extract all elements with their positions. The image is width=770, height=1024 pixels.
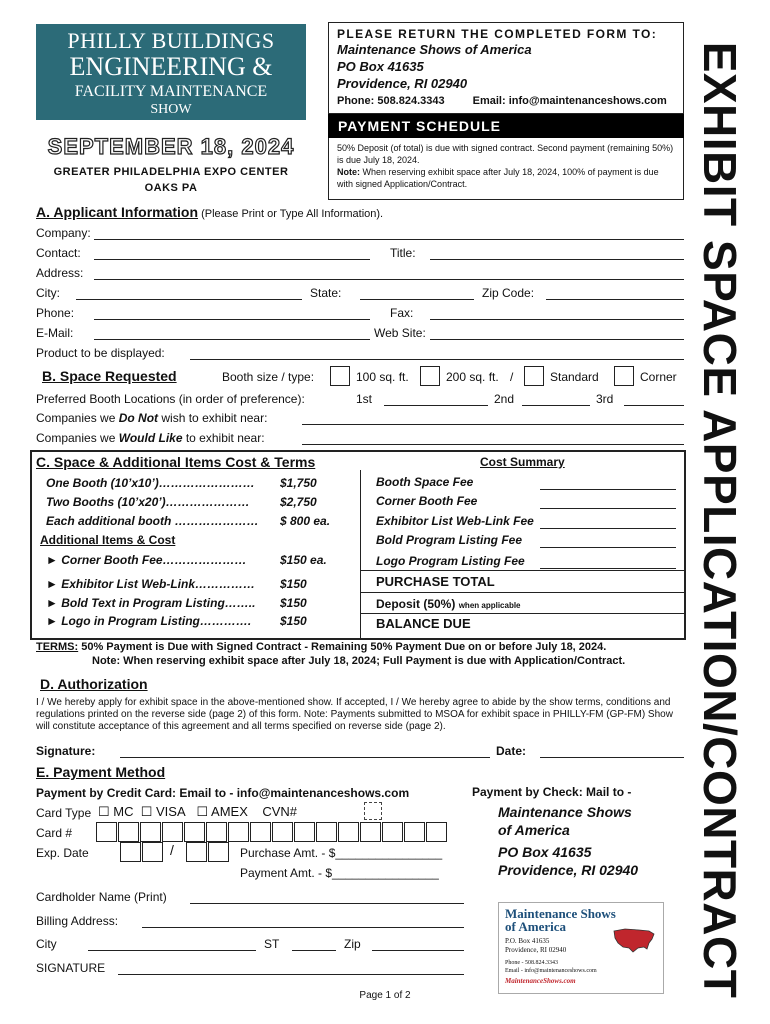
summary-booth-label: Booth Space Fee (376, 475, 474, 489)
card-digit[interactable] (382, 822, 403, 842)
card-digit[interactable] (184, 822, 205, 842)
vertical-title-text: EXHIBIT SPACE APPLICATION/CONTRACT (694, 41, 746, 999)
visa-label: VISA (156, 804, 186, 819)
extra-item-3-label: ► Bold Text in Program Listing…….. (46, 596, 256, 610)
extra-item-3-value: $150 (280, 596, 307, 610)
card-digit[interactable] (338, 822, 359, 842)
return-email: Email: info@maintenanceshows.com (472, 95, 667, 107)
pref-2nd-field[interactable] (522, 405, 590, 406)
contact-field[interactable] (94, 259, 370, 260)
card-signature-label: SIGNATURE (36, 961, 106, 975)
terms-line-1: 50% Payment is Due with Signed Contract - Remaining 50% Payment Due on or before July 18, 2024. (78, 641, 607, 653)
card-digit[interactable] (118, 822, 139, 842)
billing-state-field[interactable] (292, 950, 336, 951)
deposit-note: when applicable (458, 601, 521, 610)
payment-schedule-text (328, 138, 684, 200)
product-field[interactable] (190, 359, 684, 360)
exp-date-label: Exp. Date (36, 846, 89, 860)
deposit-row (376, 597, 521, 611)
msoa-line-3: P.O. Box 41635 (505, 937, 550, 945)
terms-line-2: Note: When reserving exhibit space after July 18, 2024; Full Payment is due with Application/Contract. (92, 655, 626, 667)
amex-label: AMEX (211, 804, 248, 819)
visa-checkbox[interactable]: ☐ (140, 804, 153, 819)
section-b-title: B. Space Requested (42, 368, 177, 384)
exp-separator: / (170, 842, 174, 858)
do-not-label: Companies we Do Not wish to exhibit near: (36, 411, 268, 425)
amex-checkbox[interactable]: ☐ (196, 804, 209, 819)
website-field[interactable] (430, 339, 684, 340)
venue (36, 164, 306, 196)
price-item-3-label: Each additional booth ………………… (46, 514, 259, 528)
venue-name: GREATER PHILADELPHIA EXPO CENTER (53, 166, 289, 178)
purchase-total-label: PURCHASE TOTAL (376, 574, 495, 589)
signature-field[interactable] (120, 757, 490, 758)
terms (36, 640, 625, 668)
card-digit[interactable] (360, 822, 381, 842)
deposit-label: Deposit (50%) (376, 597, 456, 611)
logo-line-2: ENGINEERING & (69, 52, 273, 81)
summary-weblink-label: Exhibitor List Web-Link Fee (376, 514, 534, 528)
return-name: Maintenance Shows of America (337, 42, 532, 57)
zip-label: Zip Code: (482, 286, 535, 300)
show-logo (36, 24, 306, 120)
would-like-label: Companies we Would Like to exhibit near: (36, 431, 265, 445)
email-label: E-Mail: (36, 326, 74, 340)
cvn-field[interactable] (364, 802, 382, 820)
extra-item-1-value: $150 ea. (280, 553, 327, 567)
section-d-title: D. Authorization (40, 676, 148, 692)
fax-field[interactable] (430, 319, 684, 320)
billing-city-field[interactable] (88, 950, 256, 951)
pref-2nd-label: 2nd (494, 392, 515, 406)
billing-zip-label: Zip (344, 937, 361, 951)
address-field[interactable] (94, 279, 684, 280)
pref-1st-label: 1st (356, 392, 373, 406)
credit-card-instructions: Payment by Credit Card: Email to - info@maintenanceshows.com (36, 786, 410, 800)
city-field[interactable] (76, 299, 302, 300)
payment-schedule-note-label: Note: (337, 167, 360, 177)
return-phone: Phone: 508.824.3343 (337, 95, 445, 107)
authorization-text: I / We hereby apply for exhibit space in the above-mentioned show. If accepted, I / We hereby agree to abide by the show terms, conditions and regulations printed on the reverse side (page 2) of this form. Note: Payments submitted to MSOA for exhibit space in PHILLY-FM (GP-FM) Show will constitute acceptance of this agreement and all terms specified on reverse side (page 2). (36, 697, 673, 732)
pref-1st-field[interactable] (384, 405, 488, 406)
price-item-2-label: Two Booths (10’x20’)………………… (46, 495, 250, 509)
summary-bold-label: Bold Program Listing Fee (376, 533, 523, 547)
return-title: PLEASE RETURN THE COMPLETED FORM TO: (337, 27, 658, 41)
pref-3rd-label: 3rd (596, 392, 614, 406)
price-item-3-value: $ 800 ea. (280, 514, 331, 528)
check-name-2: of America (498, 822, 570, 838)
card-type-options (98, 804, 297, 820)
mc-label: MC (113, 804, 134, 819)
corner-label: Corner (640, 370, 677, 384)
billing-field[interactable] (142, 927, 464, 928)
payment-schedule-line-2: When reserving exhibit space after July 18, 2024, 100% of payment is due with signed Application/Contract. (337, 167, 659, 189)
section-a-title: A. Applicant Information (36, 204, 199, 220)
state-field[interactable] (360, 299, 474, 300)
extra-item-2-label: ► Exhibitor List Web-Link…………… (46, 577, 255, 591)
terms-label: TERMS: (36, 641, 79, 653)
venue-city: OAKS PA (144, 182, 198, 194)
preferred-label: Preferred Booth Locations (in order of preference): (36, 392, 305, 406)
booth-100-checkbox[interactable] (330, 366, 350, 386)
exp-year-digit[interactable] (208, 842, 229, 862)
mc-checkbox[interactable]: ☐ (98, 804, 110, 819)
title-label: Title: (390, 246, 416, 260)
extra-item-4-value: $150 (280, 614, 307, 628)
summary-rule-3 (360, 613, 684, 614)
booth-200-label: 200 sq. ft. (446, 370, 499, 384)
cost-summary-title: Cost Summary (480, 455, 565, 469)
extra-item-1-label: ► Corner Booth Fee………………… (46, 553, 247, 567)
event-date: SEPTEMBER 18, 2024 (47, 134, 295, 159)
cvn-label: CVN# (262, 804, 298, 819)
summary-rule-2 (360, 592, 684, 593)
cardholder-field[interactable] (190, 903, 464, 904)
fax-label: Fax: (390, 306, 414, 320)
would-like-field[interactable] (302, 444, 684, 445)
check-instructions: Payment by Check: Mail to - (472, 785, 632, 799)
payment-schedule-title: PAYMENT SCHEDULE (328, 114, 684, 138)
card-digit[interactable] (404, 822, 425, 842)
product-label: Product to be displayed: (36, 346, 165, 360)
billing-city-label: City (36, 937, 57, 951)
additional-items-title: Additional Items & Cost (40, 533, 176, 547)
address-label: Address: (36, 266, 84, 280)
section-a-header (36, 204, 383, 220)
standard-label: Standard (550, 370, 599, 384)
summary-corner-label: Corner Booth Fee (376, 494, 478, 508)
card-digit[interactable] (294, 822, 315, 842)
website-label: Web Site: (374, 326, 426, 340)
logo-line-3: FACILITY MAINTENANCE (74, 83, 268, 100)
standard-checkbox[interactable] (524, 366, 544, 386)
check-po-box: PO Box 41635 (498, 844, 592, 860)
summary-rule-1 (360, 570, 684, 571)
card-digit[interactable] (272, 822, 293, 842)
email-field[interactable] (94, 339, 370, 340)
msoa-line-6: Email - info@maintenanceshows.com (505, 968, 597, 974)
purchase-amount-label[interactable]: Purchase Amt. - $________________ (240, 846, 443, 860)
summary-logo-field[interactable] (540, 568, 676, 569)
corner-checkbox[interactable] (614, 366, 634, 386)
price-item-1-value: $1,750 (280, 476, 317, 490)
check-name-1: Maintenance Shows (498, 804, 632, 820)
billing-label: Billing Address: (36, 914, 119, 928)
msoa-line-7: MaintenanceShows.com (505, 977, 576, 985)
payment-schedule-line-1: 50% Deposit (of total) is due with signed contract. Second payment (remaining 50%) is due July 18, 2024. (337, 143, 674, 165)
extra-item-4-label: ► Logo in Program Listing…………. (46, 614, 252, 628)
contact-label: Contact: (36, 246, 81, 260)
payment-amount-label[interactable]: Payment Amt. - $________________ (240, 866, 439, 880)
return-address-box (328, 22, 684, 114)
signature-label: Signature: (36, 744, 96, 758)
section-a-hint: (Please Print or Type All Information). (198, 208, 384, 220)
company-label: Company: (36, 226, 91, 240)
card-digit[interactable] (250, 822, 271, 842)
title-field[interactable] (430, 259, 684, 260)
card-digit[interactable] (426, 822, 447, 842)
extra-item-2-value: $150 (280, 577, 307, 591)
card-digit[interactable] (316, 822, 337, 842)
balance-due-label: BALANCE DUE (376, 616, 471, 631)
msoa-line-4: Providence, RI 02940 (505, 946, 567, 954)
logo-line-4: SHOW (150, 102, 192, 117)
exp-year-digit[interactable] (186, 842, 207, 862)
summary-booth-field[interactable] (540, 489, 676, 490)
card-digit[interactable] (162, 822, 183, 842)
card-type-label: Card Type (36, 806, 92, 820)
summary-weblink-field[interactable] (540, 528, 676, 529)
phone-field[interactable] (94, 319, 370, 320)
msoa-logo (498, 902, 664, 994)
price-item-1-label: One Booth (10’x10’)…………………… (46, 476, 255, 490)
billing-zip-field[interactable] (372, 950, 464, 951)
vertical-title (690, 20, 750, 1020)
exp-month-digit[interactable] (120, 842, 141, 862)
booth-200-checkbox[interactable] (420, 366, 440, 386)
summary-logo-label: Logo Program Listing Fee (376, 554, 525, 568)
return-city: Providence, RI 02940 (337, 76, 468, 91)
card-signature-field[interactable] (118, 974, 464, 975)
msoa-line-1: Maintenance Shows (505, 906, 616, 921)
state-label: State: (310, 286, 342, 300)
phone-label: Phone: (36, 306, 75, 320)
check-city: Providence, RI 02940 (498, 862, 639, 878)
summary-corner-field[interactable] (540, 508, 676, 509)
msoa-line-5: Phone - 508.824.3343 (505, 960, 558, 966)
cardholder-label: Cardholder Name (Print) (36, 890, 167, 904)
card-digit[interactable] (206, 822, 227, 842)
card-digit[interactable] (228, 822, 249, 842)
check-address (498, 803, 638, 879)
summary-divider (360, 470, 361, 640)
booth-size-label: Booth size / type: (222, 370, 315, 384)
card-digit[interactable] (140, 822, 161, 842)
exp-month-digit[interactable] (142, 842, 163, 862)
page-number: Page 1 of 2 (359, 990, 411, 1001)
do-not-field[interactable] (302, 424, 684, 425)
date-label: Date: (496, 744, 527, 758)
summary-bold-field[interactable] (540, 547, 676, 548)
booth-100-label: 100 sq. ft. (356, 370, 409, 384)
price-item-2-value: $2,750 (280, 495, 317, 509)
logo-line-1: PHILLY BUILDINGS (67, 28, 275, 53)
date-field[interactable] (540, 757, 684, 758)
section-e-title: E. Payment Method (36, 764, 166, 780)
city-label: City: (36, 286, 60, 300)
company-field[interactable] (94, 239, 684, 240)
billing-state-label: ST (264, 937, 280, 951)
msoa-line-2: of America (505, 919, 567, 934)
card-number-label: Card # (36, 826, 73, 840)
return-po-box: PO Box 41635 (337, 59, 424, 74)
zip-field[interactable] (546, 299, 684, 300)
booth-separator: / (510, 370, 514, 384)
section-c-title: C. Space & Additional Items Cost & Terms (36, 454, 316, 470)
card-digit[interactable] (96, 822, 117, 842)
usa-map-icon (611, 925, 657, 955)
pref-3rd-field[interactable] (624, 405, 684, 406)
